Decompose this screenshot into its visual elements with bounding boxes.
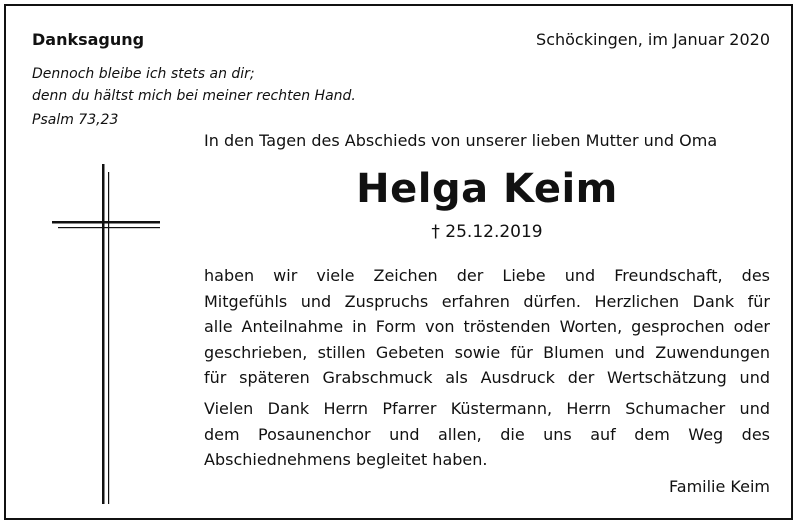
verse-reference: Psalm 73,23 bbox=[32, 112, 119, 128]
place-date: Schöckingen, im Januar 2020 bbox=[536, 30, 770, 49]
cross-icon bbox=[52, 164, 162, 504]
notice-heading: Danksagung bbox=[32, 30, 145, 49]
deceased-name: Helga Keim bbox=[356, 166, 618, 212]
signature: Familie Keim bbox=[669, 477, 770, 496]
paragraph-line: Vielen Dank Herrn Pfarrer Küstermann, Herrn Schumacher und bbox=[204, 399, 770, 418]
verse-line: denn du hältst mich bei meiner rechten Hand. bbox=[32, 88, 356, 104]
thanks-paragraph bbox=[204, 263, 770, 391]
acknowledgement-paragraph bbox=[204, 396, 770, 473]
paragraph-line: für späteren Grabschmuck als Ausdruck der Wertschätzung und bbox=[204, 368, 770, 388]
verse-line: Dennoch bleibe ich stets an dir; bbox=[32, 66, 255, 82]
death-date: † 25.12.2019 bbox=[431, 222, 543, 242]
paragraph-line: alle Anteilnahme in Form von tröstenden Worten, gesprochen oder bbox=[204, 317, 770, 337]
paragraph-line: Abschiednehmens begleitet haben. bbox=[204, 450, 488, 470]
paragraph-line: haben wir viele Zeichen der Liebe und Freundschaft, des bbox=[204, 266, 770, 285]
paragraph-line: dem Posaunenchor und allen, die uns auf dem Weg des bbox=[204, 424, 770, 444]
intro-line: In den Tagen des Abschieds von unserer lieben Mutter und Oma bbox=[204, 131, 718, 150]
bible-verse bbox=[32, 63, 356, 107]
paragraph-line: Mitgefühls und Zuspruchs erfahren dürfen. Herzlichen Dank für bbox=[204, 291, 770, 311]
paragraph-line: geschrieben, stillen Gebeten sowie für Blumen und Zuwendungen bbox=[204, 342, 770, 362]
